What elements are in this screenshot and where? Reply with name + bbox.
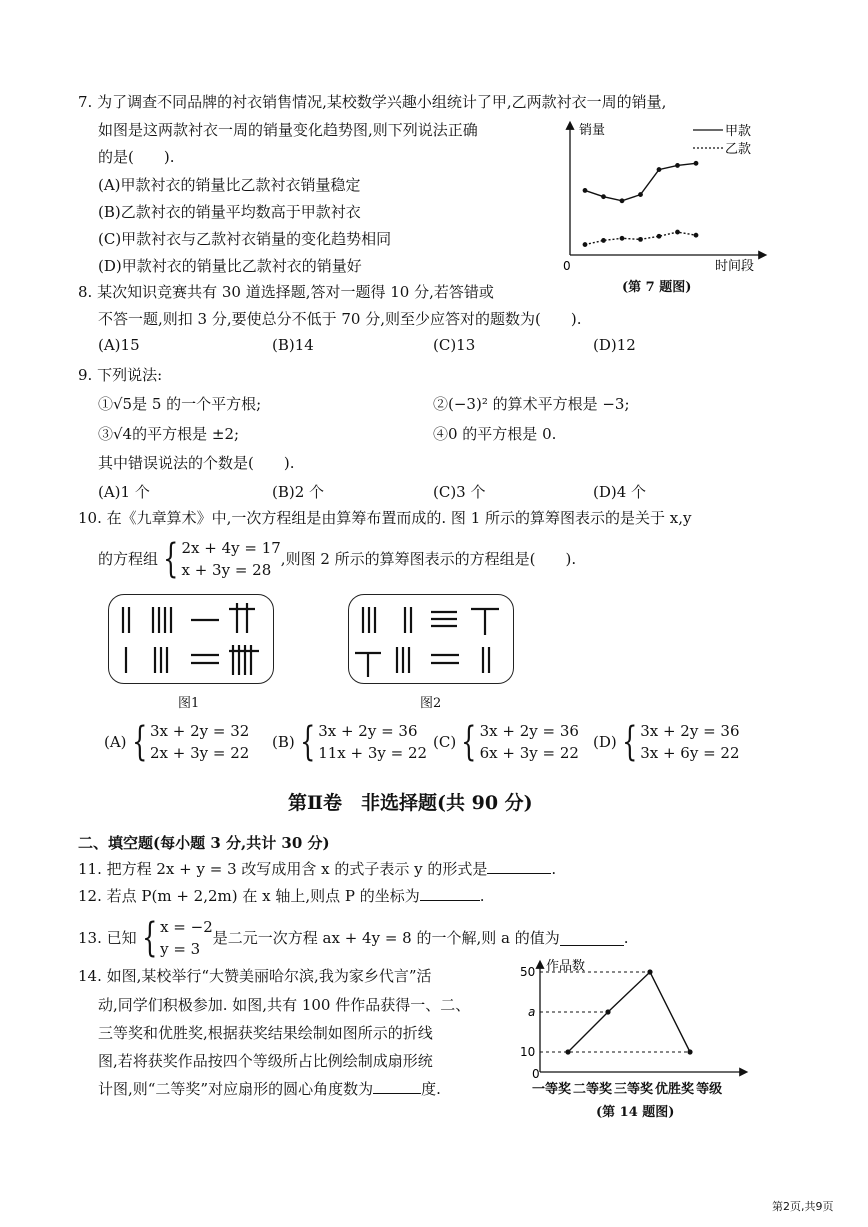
q7-series-1-point	[620, 198, 625, 203]
q14-tick-a: a	[528, 1005, 536, 1019]
q11-text: 11. 把方程 2x + y = 3 改写成用含 x 的式子表示 y 的形式是	[78, 860, 488, 878]
q7-xlabel: 时间段	[715, 259, 755, 274]
q7-option-c: (C)甲款衬衣与乙款衬衣销量的变化趋势相同	[98, 230, 392, 248]
q12: 12. 若点 P(m + 2,2m) 在 x 轴上,则点 P 的坐标为 .	[78, 887, 485, 905]
q10-option-c-eq2: 6x + 3y = 22	[479, 744, 579, 762]
q14-series-line	[568, 972, 690, 1052]
q7-legend-a: 甲款	[725, 124, 752, 139]
q7-series-2-point	[638, 237, 643, 242]
brace-icon: {	[461, 719, 477, 765]
q10-option-d-eq1: 3x + 2y = 36	[640, 722, 740, 740]
q7-series-1-point	[675, 163, 680, 168]
q8-line2: 不答一题,则扣 3 分,要使总分不低于 70 分,则至少应答对的题数为( ).	[98, 310, 582, 328]
q7-series-2-point	[657, 234, 662, 239]
q7-series-2-point	[601, 238, 606, 243]
q14-tick-10: 10	[520, 1045, 536, 1059]
brace-icon: {	[163, 536, 179, 582]
q10-post: ,则图 2 所示的算筹图表示的方程组是( ).	[280, 550, 577, 568]
q7-line1: 7. 为了调查不同品牌的衬衣销售情况,某校数学兴趣小组统计了甲,乙两款衬衣一周的销量,	[78, 93, 667, 111]
q10-option-c	[433, 720, 579, 764]
q7-line3: 的是( ).	[98, 148, 175, 166]
q13-pre: 13. 已知	[78, 929, 137, 947]
q9-statement-2: ②(−3)² 的算术平方根是 −3;	[433, 395, 630, 413]
rod-figure-1	[108, 594, 274, 684]
q8-option-b: (B)14	[272, 336, 314, 354]
q14-line2: 动,同学们积极参加. 如图,共有 100 件作品获得一、二、	[98, 996, 471, 1014]
brace-icon: {	[621, 719, 638, 765]
q14-cat-2: 二等奖	[573, 1082, 613, 1097]
q14-cat-4: 优胜奖	[655, 1082, 695, 1097]
q7-origin: 0	[563, 259, 571, 273]
q9-statement-1: ①√5是 5 的一个平方根;	[98, 395, 262, 413]
q14-line3: 三等奖和优胜奖,根据获奖结果绘制如图所示的折线	[98, 1024, 433, 1042]
fig2-label: 图2	[420, 696, 442, 711]
q10-option-b-eq2: 11x + 3y = 22	[318, 744, 428, 762]
q10-option-d-eq2: 3x + 6y = 22	[640, 744, 740, 762]
rod-figure-1-drawing	[109, 595, 273, 683]
q14-line5-end: 度.	[421, 1080, 441, 1098]
q7-series-2-point	[620, 236, 625, 241]
q14-point	[647, 969, 652, 974]
q10-pre: 的方程组	[98, 550, 159, 568]
q13-eq2: y = 3	[160, 940, 201, 958]
q9-option-b: (B)2 个	[272, 483, 325, 501]
q12-text: 12. 若点 P(m + 2,2m) 在 x 轴上,则点 P 的坐标为	[78, 887, 420, 905]
q7-series-1-point	[657, 167, 662, 172]
q13: 13. 已知 { x = −2 y = 3 是二元一次方程 ax + 4y = 8 的一个解,则 a 的值为 .	[78, 915, 629, 961]
part-heading: 二、填空题(每小题 3 分,共计 30 分)	[78, 834, 330, 852]
q7-option-a: (A)甲款衬衣的销量比乙款衬衣销量稳定	[98, 176, 361, 194]
q13-post: 是二元一次方程 ax + 4y = 8 的一个解,则 a 的值为	[212, 929, 560, 947]
page-footer: 第2页,共9页	[772, 1200, 834, 1213]
q10-option-c-label: (C)	[433, 733, 457, 751]
q7-series-1-point	[583, 188, 588, 193]
q9-statement-3: ③√4的平方根是 ±2;	[98, 425, 240, 443]
q14-tick-50: 50	[520, 965, 536, 979]
q14-ylabel: 作品数	[546, 959, 586, 974]
q10-option-a	[104, 720, 249, 764]
q10-option-d	[593, 720, 740, 764]
q7-option-d: (D)甲款衬衣的销量比乙款衬衣的销量好	[98, 257, 362, 275]
q14-point	[565, 1049, 570, 1054]
q11-answer-blank[interactable]	[487, 859, 551, 874]
q7-option-b: (B)乙款衬衣的销量平均数高于甲款衬衣	[98, 203, 361, 221]
rod-figure-2	[348, 594, 514, 684]
q11: 11. 把方程 2x + y = 3 改写成用含 x 的式子表示 y 的形式是 .	[78, 860, 557, 878]
q7-legend-b: 乙款	[725, 142, 752, 157]
q14-line5	[98, 1079, 441, 1099]
q10-option-b-eq1: 3x + 2y = 36	[318, 722, 418, 740]
q14-answer-blank[interactable]	[373, 1079, 421, 1094]
brace-icon: {	[299, 719, 316, 765]
q8-option-a: (A)15	[98, 336, 140, 354]
q14-line4: 图,若将获奖作品按四个等级所占比例绘制成扇形统	[98, 1052, 433, 1070]
q8-option-c: (C)13	[433, 336, 476, 354]
q7-series-2-point	[694, 233, 699, 238]
q7-series-1-point	[638, 192, 643, 197]
q9-line4: 其中错误说法的个数是( ).	[98, 454, 295, 472]
q7-line2: 如图是这两款衬衣一周的销量变化趋势图,则下列说法正确	[98, 121, 478, 139]
q10-equation-system	[158, 537, 281, 581]
q7-chart	[555, 118, 785, 293]
q9-line1: 9. 下列说法:	[78, 366, 163, 384]
q7-series-2-point	[675, 230, 680, 235]
q10-option-a-label: (A)	[104, 733, 127, 751]
q14-point	[687, 1049, 692, 1054]
q10-option-b-label: (B)	[272, 733, 295, 751]
q9-option-c: (C)3 个	[433, 483, 486, 501]
q14-xlabel: 等级	[696, 1082, 723, 1097]
q10-line1: 10. 在《九章算术》中,一次方程组是由算筹布置而成的. 图 1 所示的算筹图表示的是关于 x,y	[78, 509, 692, 527]
rod-figure-2-drawing	[349, 595, 513, 683]
q7-series-1-point	[601, 194, 606, 199]
q7-ylabel: 销量	[579, 123, 606, 138]
q8-line1: 8. 某次知识竞赛共有 30 道选择题,答对一题得 10 分,若答错或	[78, 283, 494, 301]
q14-cat-1: 一等奖	[532, 1082, 572, 1097]
q14-cat-3: 三等奖	[614, 1082, 654, 1097]
q8-option-d: (D)12	[593, 336, 636, 354]
q7-caption: (第 7 题图)	[622, 280, 692, 295]
q9-statement-4: ④0 的平方根是 0.	[433, 425, 557, 443]
q14-point	[605, 1009, 610, 1014]
q12-answer-blank[interactable]	[420, 886, 480, 901]
q14-caption: (第 14 题图)	[596, 1105, 675, 1120]
q14-line1: 14. 如图,某校举行“大赞美丽哈尔滨,我为家乡代言”活	[78, 967, 432, 985]
q14-line5-text: 计图,则“二等奖”对应扇形的圆心角度数为	[98, 1080, 374, 1098]
q10-option-c-eq1: 3x + 2y = 36	[479, 722, 579, 740]
q14-category-row	[532, 1078, 722, 1097]
q10-option-a-eq1: 3x + 2y = 32	[150, 722, 250, 740]
q9-option-a: (A)1 个	[98, 483, 150, 501]
q10-line2	[98, 537, 576, 581]
q7-series-1-point	[694, 161, 699, 166]
q13-answer-blank[interactable]	[560, 931, 624, 946]
q14-chart	[508, 952, 768, 1097]
q7-series-2-point	[583, 242, 588, 247]
q13-eq1: x = −2	[160, 918, 213, 936]
brace-icon: {	[131, 719, 147, 765]
brace-icon: {	[141, 915, 157, 961]
q10-eq2: x + 3y = 28	[181, 561, 272, 579]
q14-origin: 0	[532, 1067, 540, 1081]
q10-option-d-label: (D)	[593, 733, 617, 751]
fig1-label: 图1	[178, 696, 200, 711]
q10-option-a-eq2: 2x + 3y = 22	[150, 744, 250, 762]
q9-option-d: (D)4 个	[593, 483, 647, 501]
q10-eq1: 2x + 4y = 17	[181, 539, 281, 557]
section-title: 第Ⅱ卷 非选择题(共 90 分)	[288, 792, 533, 814]
q10-option-b	[272, 720, 427, 764]
